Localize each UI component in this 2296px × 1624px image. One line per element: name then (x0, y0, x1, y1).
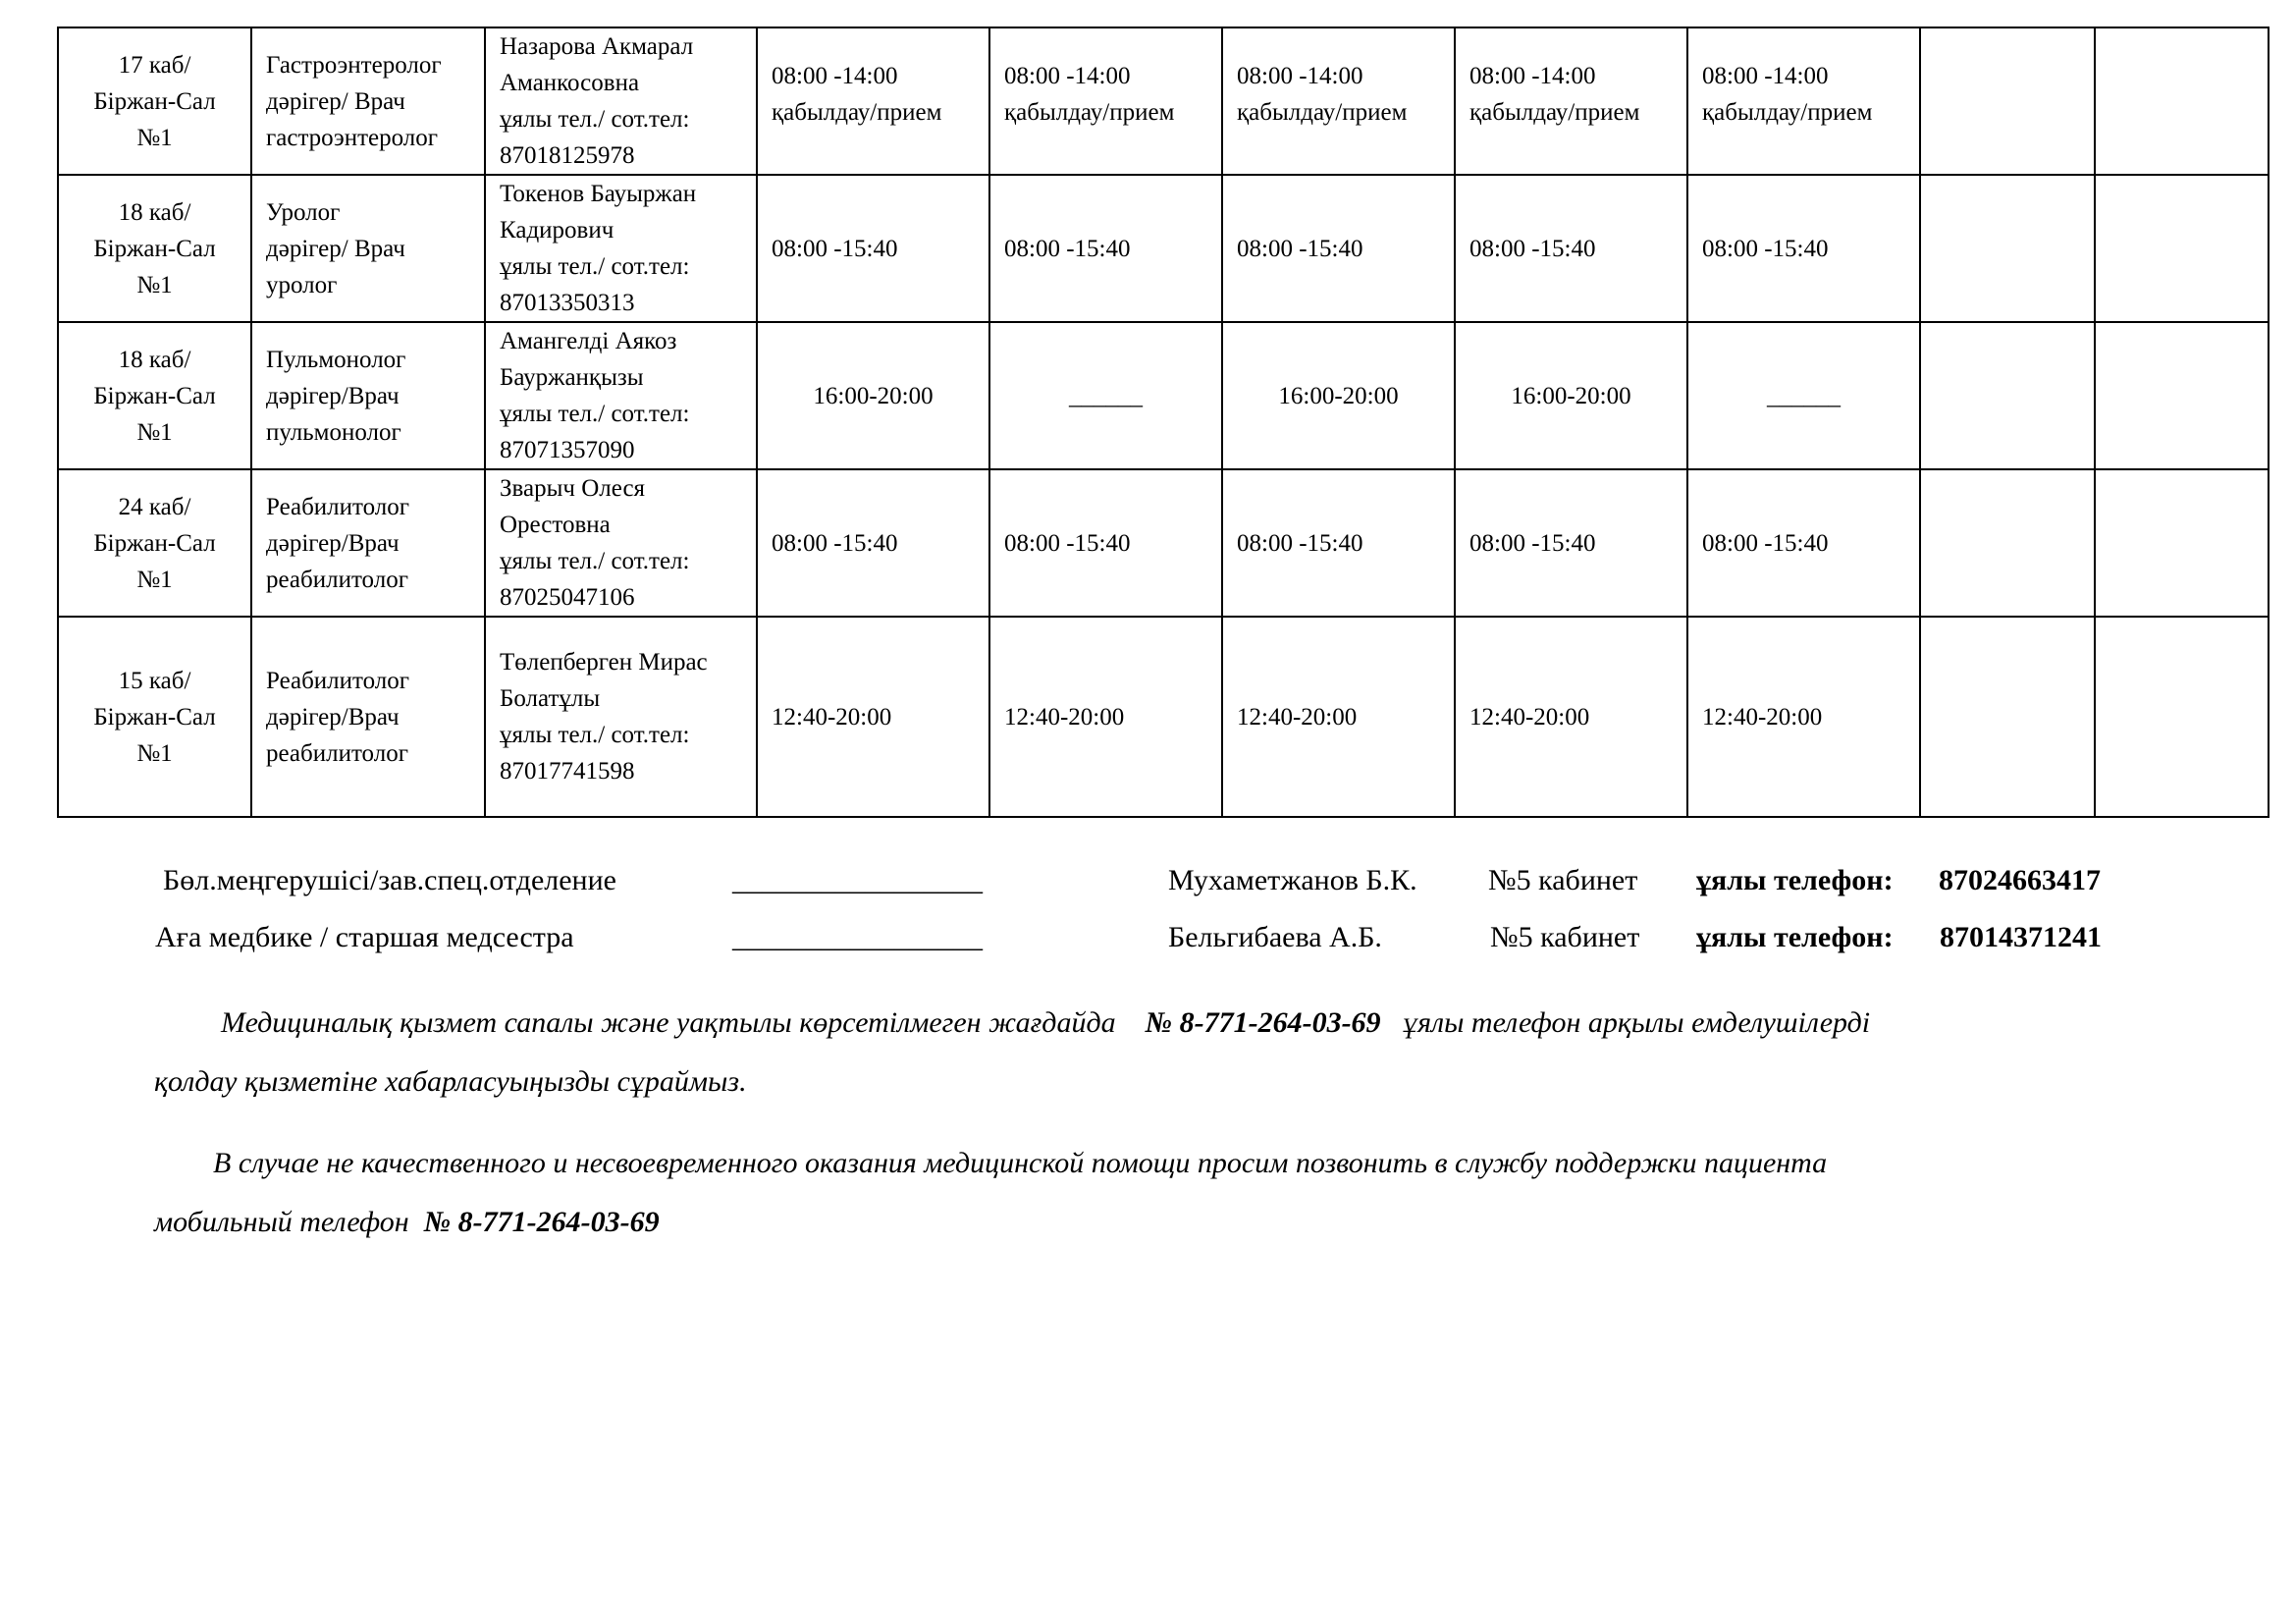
time-cell: 12:40-20:00 (989, 617, 1222, 817)
room-cell-line: 24 каб/ (118, 493, 191, 520)
time-cell-line: 08:00 -14:00 (1004, 63, 1131, 89)
signature-phone: 87024663417 (1939, 864, 2101, 896)
note-kz-line2: қолдау қызметіне хабарласуыңызды сұраймыз. (154, 1065, 747, 1098)
room-cell-line: Біржан-Сал (93, 703, 216, 731)
signature-line: _________________ (732, 864, 983, 896)
empty-cell (1920, 617, 2095, 817)
room-cell-line: №1 (136, 566, 173, 593)
doctor-cell-line: ұялы тел./ сот.тел: (500, 106, 690, 133)
doctor-cell-line: Болатұлы (500, 685, 601, 712)
time-cell: 08:00 -15:40 (1455, 175, 1687, 322)
empty-cell (1920, 175, 2095, 322)
doctor-cell (485, 27, 757, 175)
doctor-cell-line: Аманкосовна (500, 70, 640, 96)
doctor-cell-line: Орестовна (500, 512, 611, 538)
specialty-cell-line: дәрігер/ Врач (266, 235, 405, 262)
time-cell (1455, 27, 1687, 175)
support-note-kz (154, 994, 2117, 1111)
room-cell-line: Біржан-Сал (93, 235, 216, 262)
note-ru-text: мобильный телефон (154, 1206, 409, 1238)
time-cell: 08:00 -15:40 (989, 469, 1222, 617)
specialty-cell (251, 175, 485, 322)
time-cell: 08:00 -15:40 (1222, 469, 1455, 617)
specialty-cell-line: уролог (266, 271, 338, 298)
time-cell: 12:40-20:00 (1455, 617, 1687, 817)
specialty-cell-line: гастроэнтеролог (266, 124, 439, 151)
specialty-cell (251, 617, 485, 817)
doctor-cell-line: Токенов Бауыржан (500, 181, 697, 207)
specialty-cell-line: реабилитолог (266, 566, 408, 593)
time-cell: 08:00 -15:40 (757, 469, 989, 617)
doctor-cell-line: Амангелді Аякоз (500, 328, 677, 354)
doctor-cell-line: Назарова Акмарал (500, 33, 694, 60)
signature-phone-label: ұялы телефон: (1696, 921, 1894, 953)
doctor-cell-line: ұялы тел./ сот.тел: (500, 548, 690, 574)
specialty-cell-line: пульмонолог (266, 418, 401, 446)
signature-name: Бельгибаева А.Б. (1168, 921, 1382, 953)
specialty-cell (251, 469, 485, 617)
specialty-cell-line: Гастроэнтеролог (266, 51, 442, 79)
support-note-ru (154, 1134, 2117, 1252)
time-cell-line: қабылдау/прием (772, 99, 942, 126)
room-cell (58, 175, 251, 322)
doctor-cell-line: ұялы тел./ сот.тел: (500, 253, 690, 280)
time-cell: 16:00-20:00 (1455, 322, 1687, 469)
doctor-cell-line: 87018125978 (500, 142, 635, 169)
time-cell-line: 08:00 -14:00 (1702, 63, 1829, 89)
empty-cell (2095, 27, 2269, 175)
schedule-table (57, 27, 2269, 818)
empty-cell (1920, 27, 2095, 175)
doctor-cell-line: Бауржанқызы (500, 364, 644, 391)
doctor-cell-line: Зварыч Олеся (500, 475, 646, 502)
note-ru-line1: В случае не качественного и несвоевременного оказания медицинской помощи просим позвонить в службу поддержки пациента (213, 1147, 1828, 1179)
time-cell: 16:00-20:00 (1222, 322, 1455, 469)
table-row (58, 175, 2269, 322)
specialty-cell-line: дәрігер/ Врач (266, 87, 405, 115)
signature-room: №5 кабинет (1490, 921, 1640, 953)
note-ru-phone: № 8-771-264-03-69 (423, 1206, 660, 1238)
time-cell: 12:40-20:00 (757, 617, 989, 817)
doctor-cell (485, 617, 757, 817)
signature-phone-label: ұялы телефон: (1696, 864, 1894, 896)
specialty-cell-line: Пульмонолог (266, 346, 406, 373)
note-kz-text-end: ұялы телефон арқылы емделушілерді (1403, 1006, 1871, 1039)
empty-cell (1920, 322, 2095, 469)
empty-cell (2095, 469, 2269, 617)
time-cell: ______ (989, 322, 1222, 469)
signature-line: _________________ (732, 921, 983, 953)
time-cell-line: қабылдау/прием (1469, 99, 1640, 126)
signature-title: Бөл.меңгерушісі/зав.спец.отделение (163, 864, 616, 896)
room-cell (58, 27, 251, 175)
room-cell (58, 617, 251, 817)
room-cell (58, 469, 251, 617)
time-cell: ______ (1687, 322, 1920, 469)
table-row (58, 322, 2269, 469)
specialty-cell-line: реабилитолог (266, 739, 408, 767)
doctor-cell-line: Төлепберген Мирас (500, 649, 708, 676)
specialty-cell (251, 322, 485, 469)
time-cell-line: қабылдау/прием (1004, 99, 1175, 126)
room-cell-line: №1 (136, 418, 173, 446)
time-cell (1687, 27, 1920, 175)
doctor-cell-line: ұялы тел./ сот.тел: (500, 722, 690, 748)
specialty-cell-line: дәрігер/Врач (266, 382, 400, 409)
time-cell (757, 27, 989, 175)
time-cell: 08:00 -15:40 (1455, 469, 1687, 617)
doctor-cell (485, 322, 757, 469)
room-cell-line: 15 каб/ (118, 667, 191, 694)
signature-name: Мухаметжанов Б.К. (1168, 864, 1417, 896)
doctor-cell-line: ұялы тел./ сот.тел: (500, 401, 690, 427)
specialty-cell-line: Уролог (266, 198, 341, 226)
empty-cell (1920, 469, 2095, 617)
room-cell-line: 18 каб/ (118, 198, 191, 226)
time-cell: 08:00 -15:40 (1222, 175, 1455, 322)
specialty-cell-line: Реабилитолог (266, 493, 410, 520)
time-cell: 08:00 -15:40 (757, 175, 989, 322)
doctor-cell-line: Кадирович (500, 217, 614, 244)
time-cell: 16:00-20:00 (757, 322, 989, 469)
signature-room: №5 кабинет (1488, 864, 1638, 896)
time-cell: 08:00 -15:40 (1687, 469, 1920, 617)
room-cell-line: №1 (136, 271, 173, 298)
time-cell: 08:00 -15:40 (1687, 175, 1920, 322)
room-cell-line: Біржан-Сал (93, 382, 216, 409)
table-row (58, 617, 2269, 817)
doctor-cell-line: 87013350313 (500, 290, 635, 316)
note-kz-text: Медициналық қызмет сапалы және уақтылы көрсетілмеген жағдайда (221, 1006, 1116, 1039)
time-cell-line: 08:00 -14:00 (772, 63, 898, 89)
room-cell-line: №1 (136, 124, 173, 151)
time-cell-line: қабылдау/прием (1237, 99, 1408, 126)
empty-cell (2095, 617, 2269, 817)
room-cell-line: Біржан-Сал (93, 529, 216, 557)
room-cell-line: №1 (136, 739, 173, 767)
room-cell-line: Біржан-Сал (93, 87, 216, 115)
empty-cell (2095, 175, 2269, 322)
time-cell (989, 27, 1222, 175)
doctor-cell-line: 87071357090 (500, 437, 635, 463)
time-cell-line: 08:00 -14:00 (1237, 63, 1363, 89)
time-cell-line: қабылдау/прием (1702, 99, 1873, 126)
table-row (58, 27, 2269, 175)
signature-phone: 87014371241 (1940, 921, 2102, 953)
time-cell: 12:40-20:00 (1687, 617, 1920, 817)
specialty-cell-line: Реабилитолог (266, 667, 410, 694)
time-cell-line: 08:00 -14:00 (1469, 63, 1596, 89)
specialty-cell-line: дәрігер/Врач (266, 529, 400, 557)
time-cell: 12:40-20:00 (1222, 617, 1455, 817)
note-kz-phone: № 8-771-264-03-69 (1145, 1006, 1381, 1039)
doctor-cell-line: 87025047106 (500, 584, 635, 611)
room-cell-line: 17 каб/ (118, 51, 191, 79)
specialty-cell-line: дәрігер/Врач (266, 703, 400, 731)
doctor-cell (485, 469, 757, 617)
time-cell (1222, 27, 1455, 175)
specialty-cell (251, 27, 485, 175)
room-cell (58, 322, 251, 469)
doctor-cell (485, 175, 757, 322)
table-row (58, 469, 2269, 617)
empty-cell (2095, 322, 2269, 469)
room-cell-line: 18 каб/ (118, 346, 191, 373)
signature-title: Аға медбике / старшая медсестра (155, 921, 574, 953)
time-cell: 08:00 -15:40 (989, 175, 1222, 322)
doctor-cell-line: 87017741598 (500, 758, 635, 785)
